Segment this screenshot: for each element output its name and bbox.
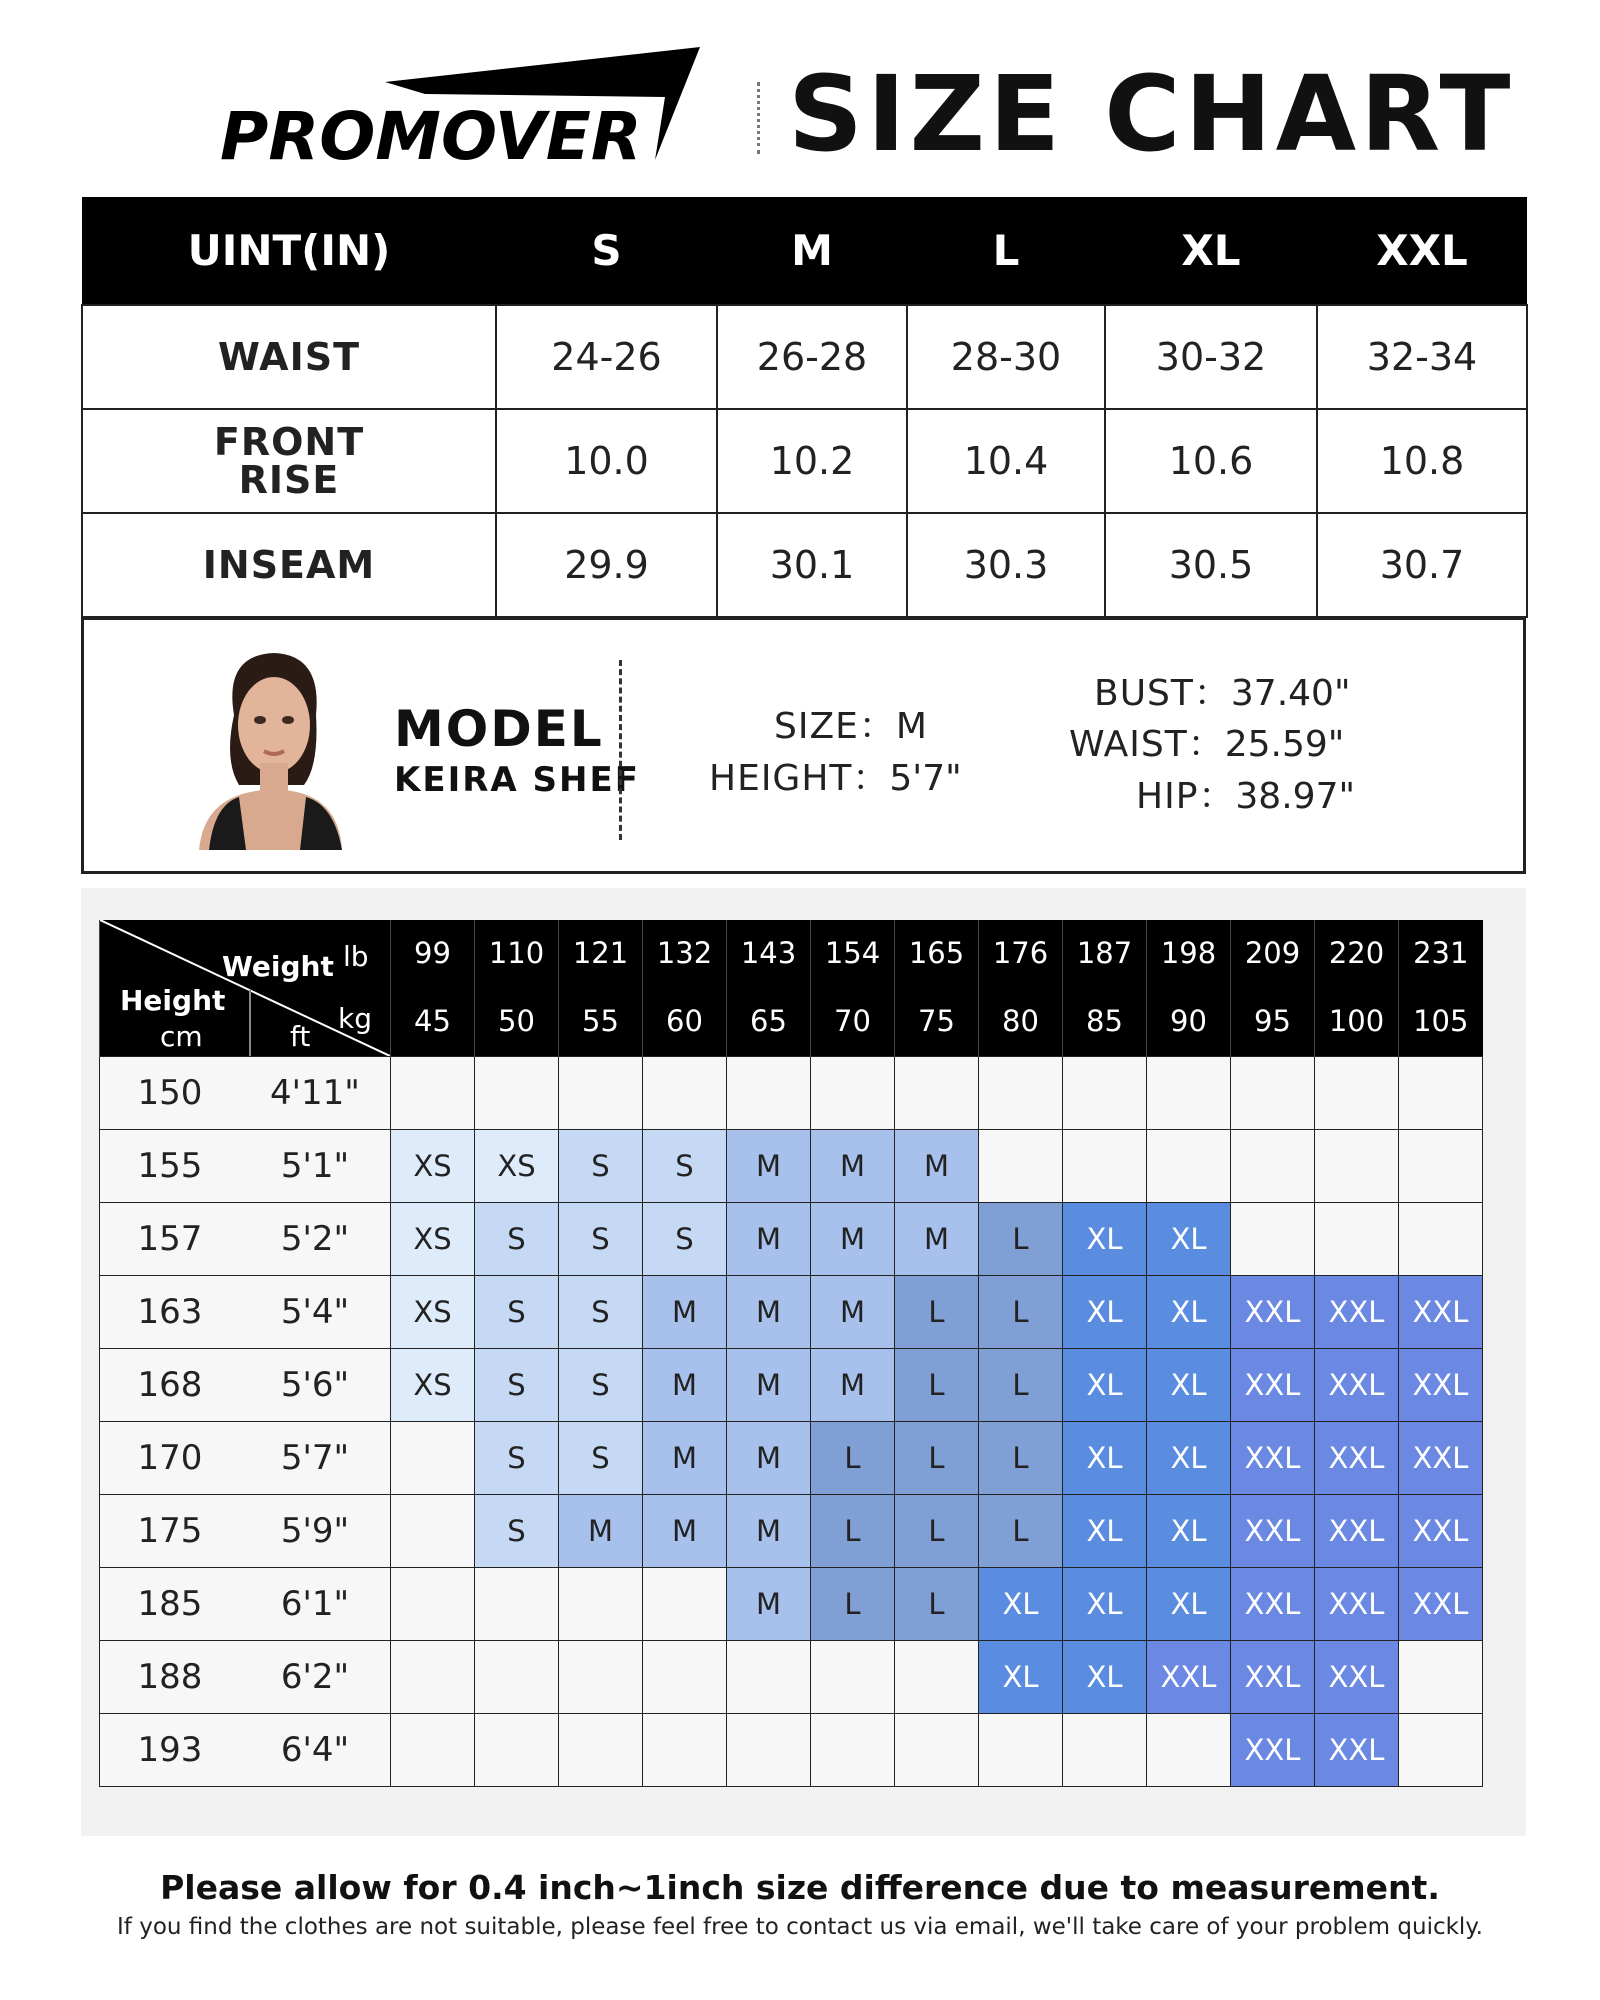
size-cell: XL	[1147, 1568, 1231, 1641]
size-row	[82, 305, 1527, 409]
size-cell	[643, 1641, 727, 1714]
model-name: KEIRA SHEF	[394, 760, 640, 800]
kg-header: 95	[1231, 986, 1315, 1056]
size-cell: M	[643, 1349, 727, 1422]
lb-header: 121	[559, 920, 643, 986]
height-cm: 155	[100, 1130, 240, 1203]
size-cell	[1147, 1057, 1231, 1130]
measurement-value: 26-28	[717, 305, 907, 409]
measurement-value: 30.1	[717, 513, 907, 617]
size-cell: M	[559, 1495, 643, 1568]
model-size-value: M	[895, 706, 927, 747]
size-cell	[895, 1057, 979, 1130]
size-header: L	[907, 197, 1105, 305]
header-divider	[757, 82, 760, 154]
size-cell: XS	[391, 1130, 475, 1203]
size-cell: M	[727, 1349, 811, 1422]
contact-note: If you find the clothes are not suitable, please feel free to contact us via email, we'll take care of your problem quickly.	[117, 1914, 1483, 1940]
lb-header: 154	[811, 920, 895, 986]
size-cell: XL	[1147, 1422, 1231, 1495]
size-cell	[979, 1714, 1063, 1787]
page-title: SIZE CHART	[788, 53, 1515, 175]
height-row	[100, 1276, 1483, 1349]
size-cell: M	[727, 1495, 811, 1568]
model-panel	[81, 617, 1526, 874]
kg-header: 100	[1315, 986, 1399, 1056]
size-cell: S	[559, 1349, 643, 1422]
size-cell	[1063, 1714, 1147, 1787]
size-cell: XXL	[1231, 1276, 1315, 1349]
size-cell	[475, 1641, 559, 1714]
size-cell: L	[895, 1422, 979, 1495]
size-cell	[475, 1714, 559, 1787]
height-ft: 5'6"	[240, 1349, 391, 1422]
cm-unit: cm	[160, 1020, 203, 1053]
size-cell	[1147, 1130, 1231, 1203]
kg-header: 70	[811, 986, 895, 1056]
size-cell: L	[895, 1568, 979, 1641]
measurement-label: WAIST	[82, 305, 496, 409]
kg-header: 75	[895, 986, 979, 1056]
size-cell: S	[559, 1130, 643, 1203]
size-cell	[1063, 1057, 1147, 1130]
lb-header: 209	[1231, 920, 1315, 986]
height-ft: 4'11"	[240, 1057, 391, 1130]
size-cell: XXL	[1399, 1276, 1483, 1349]
size-cell	[811, 1641, 895, 1714]
kg-header: 85	[1063, 986, 1147, 1056]
size-cell	[559, 1641, 643, 1714]
model-bust-value: 37.40"	[1230, 673, 1351, 714]
size-cell	[1231, 1203, 1315, 1276]
size-cell: XXL	[1231, 1495, 1315, 1568]
measurement-value: 10.8	[1317, 409, 1527, 513]
height-ft: 5'7"	[240, 1422, 391, 1495]
measurement-value: 30.5	[1105, 513, 1317, 617]
measurement-value: 10.0	[496, 409, 717, 513]
size-cell	[1147, 1714, 1231, 1787]
size-cell: S	[643, 1203, 727, 1276]
size-cell: XXL	[1399, 1568, 1483, 1641]
height-ft: 5'1"	[240, 1130, 391, 1203]
kg-header: 65	[727, 986, 811, 1056]
model-size	[774, 698, 927, 749]
size-cell: L	[979, 1495, 1063, 1568]
size-cell: XS	[475, 1130, 559, 1203]
height-row	[100, 1495, 1483, 1568]
size-cell: XXL	[1315, 1714, 1399, 1787]
size-cell	[391, 1057, 475, 1130]
kg-unit: kg	[338, 1002, 372, 1035]
height-cm: 175	[100, 1495, 240, 1568]
measurement-value: 30.3	[907, 513, 1105, 617]
size-cell	[1399, 1057, 1483, 1130]
size-cell	[727, 1641, 811, 1714]
measurement-value: 32-34	[1317, 305, 1527, 409]
height-ft: 6'1"	[240, 1568, 391, 1641]
size-cell: S	[475, 1349, 559, 1422]
kg-header: 105	[1399, 986, 1483, 1056]
size-cell: XXL	[1231, 1422, 1315, 1495]
size-cell: XL	[1063, 1422, 1147, 1495]
model-waist-label: WAIST：	[1069, 724, 1225, 765]
measurement-value: 28-30	[907, 305, 1105, 409]
model-height-label: HEIGHT：	[709, 758, 890, 799]
kg-header: 55	[559, 986, 643, 1056]
size-cell: L	[811, 1568, 895, 1641]
model-hip-value: 38.97"	[1235, 776, 1356, 817]
size-cell	[811, 1714, 895, 1787]
size-cell: XL	[1147, 1495, 1231, 1568]
size-header: XXL	[1317, 197, 1527, 305]
size-cell: S	[475, 1276, 559, 1349]
size-cell	[559, 1568, 643, 1641]
kg-header: 50	[475, 986, 559, 1056]
measurement-label: FRONT RISE	[82, 409, 496, 513]
size-cell: L	[979, 1349, 1063, 1422]
size-cell: M	[727, 1568, 811, 1641]
height-cm: 157	[100, 1203, 240, 1276]
size-cell	[1231, 1057, 1315, 1130]
measurement-value: 24-26	[496, 305, 717, 409]
size-cell: XL	[1063, 1495, 1147, 1568]
measurement-note: Please allow for 0.4 inch~1inch size difference due to measurement.	[160, 1868, 1440, 1907]
lb-header: 187	[1063, 920, 1147, 986]
height-ft: 6'4"	[240, 1714, 391, 1787]
lb-header: 220	[1315, 920, 1399, 986]
height-row	[100, 1130, 1483, 1203]
corner-header	[100, 920, 391, 1057]
height-ft: 5'2"	[240, 1203, 391, 1276]
size-cell: XL	[1147, 1349, 1231, 1422]
lb-header: 176	[979, 920, 1063, 986]
size-cell: L	[895, 1276, 979, 1349]
size-cell: XXL	[1231, 1714, 1315, 1787]
size-cell: M	[727, 1276, 811, 1349]
size-cell: M	[811, 1276, 895, 1349]
measurement-value: 10.4	[907, 409, 1105, 513]
lb-unit: lb	[343, 940, 369, 973]
measurement-value: 10.6	[1105, 409, 1317, 513]
height-row	[100, 1422, 1483, 1495]
size-row	[82, 409, 1527, 513]
height-ft: 6'2"	[240, 1641, 391, 1714]
weight-axis-label: Weight	[222, 950, 334, 983]
size-cell	[1231, 1130, 1315, 1203]
size-cell: XXL	[1315, 1349, 1399, 1422]
size-cell: XL	[979, 1568, 1063, 1641]
size-table	[81, 197, 1528, 618]
model-waist	[1069, 716, 1344, 767]
kg-header: 60	[643, 986, 727, 1056]
model-height-value: 5'7"	[889, 758, 962, 799]
lb-header: 231	[1399, 920, 1483, 986]
lb-row	[100, 920, 1483, 986]
size-cell: L	[895, 1349, 979, 1422]
size-cell	[1399, 1130, 1483, 1203]
size-cell	[1315, 1203, 1399, 1276]
size-cell: L	[979, 1422, 1063, 1495]
height-cm: 163	[100, 1276, 240, 1349]
size-cell: S	[475, 1422, 559, 1495]
height-cm: 168	[100, 1349, 240, 1422]
size-cell	[979, 1057, 1063, 1130]
height-row	[100, 1568, 1483, 1641]
size-cell: XL	[979, 1641, 1063, 1714]
height-row	[100, 1203, 1483, 1276]
brand-logo-graphic	[215, 42, 705, 172]
size-cell: XL	[1147, 1203, 1231, 1276]
height-cm: 170	[100, 1422, 240, 1495]
size-cell: S	[643, 1130, 727, 1203]
measurement-value: 29.9	[496, 513, 717, 617]
size-cell: XXL	[1315, 1422, 1399, 1495]
size-cell: S	[559, 1203, 643, 1276]
size-cell: M	[643, 1422, 727, 1495]
size-cell	[895, 1641, 979, 1714]
size-cell	[727, 1714, 811, 1787]
size-cell: XXL	[1399, 1422, 1483, 1495]
size-cell: M	[895, 1130, 979, 1203]
lb-header: 110	[475, 920, 559, 986]
model-size-label: SIZE：	[774, 706, 896, 747]
size-cell	[727, 1057, 811, 1130]
height-weight-table	[99, 920, 1483, 1787]
size-cell	[1315, 1130, 1399, 1203]
size-cell: M	[811, 1349, 895, 1422]
measurement-value: 30-32	[1105, 305, 1317, 409]
size-cell	[559, 1714, 643, 1787]
size-cell	[391, 1641, 475, 1714]
size-cell: XXL	[1315, 1568, 1399, 1641]
measurement-label: INSEAM	[82, 513, 496, 617]
size-cell: XXL	[1315, 1641, 1399, 1714]
height-row	[100, 1057, 1483, 1130]
brand-logo	[215, 42, 705, 172]
height-ft: 5'4"	[240, 1276, 391, 1349]
size-cell: XL	[1063, 1276, 1147, 1349]
size-cell: M	[643, 1495, 727, 1568]
size-cell: XL	[1147, 1276, 1231, 1349]
size-cell: XS	[391, 1203, 475, 1276]
size-cell: XXL	[1315, 1276, 1399, 1349]
size-cell: XS	[391, 1276, 475, 1349]
model-photo	[194, 645, 344, 850]
size-cell: XS	[391, 1349, 475, 1422]
size-cell: M	[727, 1422, 811, 1495]
brand-name: PROMOVER	[220, 98, 642, 172]
header	[0, 0, 1600, 190]
size-cell: M	[727, 1130, 811, 1203]
size-cell: L	[811, 1495, 895, 1568]
height-cm: 150	[100, 1057, 240, 1130]
kg-header: 80	[979, 986, 1063, 1056]
model-waist-value: 25.59"	[1224, 724, 1345, 765]
size-cell	[1399, 1203, 1483, 1276]
measurement-value: 30.7	[1317, 513, 1527, 617]
size-cell	[643, 1568, 727, 1641]
ft-unit: ft	[290, 1020, 311, 1053]
size-cell: S	[475, 1203, 559, 1276]
size-cell: XXL	[1147, 1641, 1231, 1714]
size-cell: XXL	[1231, 1568, 1315, 1641]
lb-header: 132	[643, 920, 727, 986]
measurement-value: 10.2	[717, 409, 907, 513]
kg-header: 45	[391, 986, 475, 1056]
size-cell: XXL	[1231, 1349, 1315, 1422]
size-cell: M	[727, 1203, 811, 1276]
size-cell: XL	[1063, 1568, 1147, 1641]
size-cell	[391, 1568, 475, 1641]
height-row	[100, 1641, 1483, 1714]
size-cell: M	[643, 1276, 727, 1349]
size-cell: XXL	[1399, 1495, 1483, 1568]
size-cell	[895, 1714, 979, 1787]
size-cell	[559, 1057, 643, 1130]
size-cell: M	[811, 1203, 895, 1276]
model-divider	[619, 660, 622, 840]
size-cell	[1063, 1130, 1147, 1203]
model-hip-label: HIP：	[1136, 776, 1236, 817]
height-ft: 5'9"	[240, 1495, 391, 1568]
size-header: XL	[1105, 197, 1317, 305]
height-cm: 193	[100, 1714, 240, 1787]
height-axis-label: Height	[120, 984, 226, 1017]
kg-header: 90	[1147, 986, 1231, 1056]
size-row	[82, 513, 1527, 617]
size-cell: XXL	[1315, 1495, 1399, 1568]
size-cell	[643, 1714, 727, 1787]
size-cell: XXL	[1399, 1349, 1483, 1422]
lb-header: 165	[895, 920, 979, 986]
model-height	[709, 750, 962, 801]
size-cell	[979, 1130, 1063, 1203]
size-cell	[1399, 1714, 1483, 1787]
model-title: MODEL	[394, 700, 604, 758]
height-cm: 188	[100, 1641, 240, 1714]
size-cell	[643, 1057, 727, 1130]
height-row	[100, 1714, 1483, 1787]
size-cell: XL	[1063, 1349, 1147, 1422]
size-cell	[391, 1714, 475, 1787]
size-cell	[1399, 1641, 1483, 1714]
size-cell: L	[979, 1203, 1063, 1276]
size-cell: M	[811, 1130, 895, 1203]
size-cell: L	[979, 1276, 1063, 1349]
size-cell	[391, 1495, 475, 1568]
size-table-header	[82, 197, 1527, 305]
size-header: S	[496, 197, 717, 305]
size-cell: L	[895, 1495, 979, 1568]
lb-header: 143	[727, 920, 811, 986]
model-bust-label: BUST：	[1094, 673, 1231, 714]
size-cell	[391, 1422, 475, 1495]
size-cell: XL	[1063, 1641, 1147, 1714]
height-cm: 185	[100, 1568, 240, 1641]
size-cell	[1315, 1057, 1399, 1130]
height-row	[100, 1349, 1483, 1422]
size-cell	[811, 1057, 895, 1130]
size-cell: S	[475, 1495, 559, 1568]
size-cell	[475, 1057, 559, 1130]
size-cell: XXL	[1231, 1641, 1315, 1714]
size-cell: XL	[1063, 1203, 1147, 1276]
size-cell: L	[811, 1422, 895, 1495]
size-header: M	[717, 197, 907, 305]
size-cell: M	[895, 1203, 979, 1276]
size-cell	[475, 1568, 559, 1641]
size-cell: S	[559, 1276, 643, 1349]
height-weight-chart	[81, 888, 1526, 1836]
size-cell: S	[559, 1422, 643, 1495]
model-hip	[1136, 768, 1355, 819]
model-bust	[1094, 665, 1351, 716]
lb-header: 198	[1147, 920, 1231, 986]
lb-header: 99	[391, 920, 475, 986]
unit-label: UINT(IN)	[82, 197, 496, 305]
